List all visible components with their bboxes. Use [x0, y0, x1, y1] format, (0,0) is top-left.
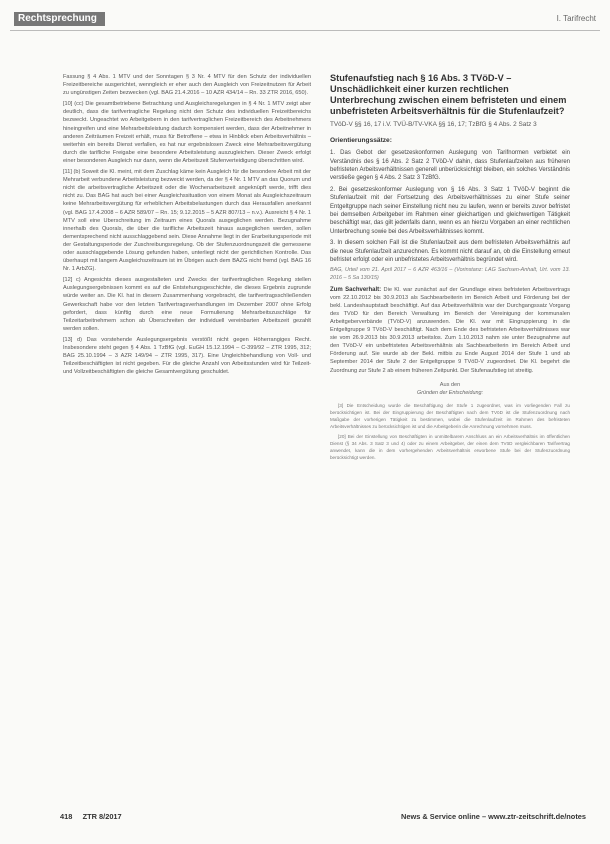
- left-column: [63, 73, 311, 379]
- subsection-label: I. Tarifrecht: [556, 14, 596, 23]
- left-paragraph: Fassung § 4 Abs. 1 MTV und der Sonntagen § 3 Nr. 4 MTV für den Schutz der individuellen Freizeitbereiche ausgerichtet, wenngleich er eher auch den Ausgleich von Freizeitnutzen für Arbeit zu ungünstigen Zeiten bezwecken (vgl. BAG 21.4.2016 – 10 AZR 434/14 – Rn. 33 ZTR 2016, 650).: [63, 74, 311, 97]
- orientation-item: 1. Das Gebot der gesetzeskonformen Auslegung von Tarifnormen verbietet ein Verständnis des § 16 Abs. 2 Satz 2 TVöD-V dahin, dass Stufenlaufzeiten aus früheren befristeten Arbeitsverhältnissen generell unberücksichtigt bleiben, ein solches Verständnis verstieße gegen § 4 Abs. 2 Satz 3 TzBfG.: [330, 150, 570, 182]
- reasons-paragraph: [20] Bei der Einstellung von Beschäftigten in unmittelbarem Anschluss an ein Arbeitsverhältnis im öffentlichen Dienst (§ 34 Abs. 3 Satz 3 und 4) oder zu einem Arbeitgeber, der einen dem TVöD vergleichbaren Tarifvertrag anwendet, kann die in dem vorhergehenden Arbeitsverhältnis erworbene Stufe bei der Stufenzuordnung berücksichtigt werden.: [330, 434, 570, 461]
- page-header: [10, 6, 600, 31]
- facts-paragraph: [330, 286, 570, 375]
- orientation-item: 2. Bei gesetzeskonformer Auslegung von § 16 Abs. 3 Satz 1 TVöD-V beginnt die Stufenlaufzeit mit der Fortsetzung des Arbeitsverhältnisses zu einer Stufe seiner Entgeltgruppe nach seiner Einstellung nicht neu zu laufen, wenn er bereits zuvor befristet bei demselben Arbeitgeber im Rahmen einer gleichartigen und gleichwertigen Tätigkeit beschäftigt war, das gilt jedenfalls dann, wenn es an hierzu Vorgaben an einer rechtlichen Unterbrechung sowie bei des Arbeitsverhältnisses kommt.: [330, 186, 570, 235]
- left-paragraph: [10] (cc) Die gesamtbetriebene Betrachtung und Ausgleichsregelungen in § 4 Nr. 1 MTV zeigt aber deutlich, dass die tarifvertragliche Regelung nicht den Schutz des individuellen Freizeitbereichs bezweckt. Ungeachtet wo Arbeitgebern in den tarifvertraglichen Freizeitbereich des Arbeitnehmers hineingreifen und eine Mehrarbeitsleistung dadurch kompensiert werden, dass der Arbeitnehmer in anderen Zeiträumen Freizeit erhält, muss für Betroffene – etwa in Hinblick eben Arbeitsverhältnis – weiterhin ein bereits Dienst verfallen, es hat nur ergebnislosen Zweck eine Mehrarbeitsvergütung durch die tarifliche Freigabe eine besondere Arbeitsleistung auszugleichen. Dieser Zweck erfolgt einer besonderen Ausgleich nur dann, wenn die Arbeitszeit Stufenverteidigung überschritten wird.: [63, 101, 311, 164]
- reasons-paragraph: [3] Die Entscheidung wurde die Beschäftigung der Stufe 1 zugeordnet, was im vorliegenden Fall zu berücksichtigen ist. Bei der Eingruppierung der Beschäftigten nach dem TVöD ist die Stufenzuordnung nach Maßgabe der vorherigen Tätigkeit zu bestimmen, wobei die Stufenlaufzeit im Rahmen des befristeten Arbeitsverhältnisses zu berücksichtigen ist und die Arbeitgeberin die Anrechnung vornehmen muss.: [330, 402, 570, 429]
- orientation-heading: Orientierungssätze:: [330, 137, 392, 144]
- page-number: 418: [60, 812, 73, 821]
- facts-label: Zum Sachverhalt:: [330, 286, 382, 293]
- reasons-subheading: Gründen der Entscheidung:: [417, 389, 483, 396]
- right-column: [330, 73, 570, 466]
- decision-title: Stufenaufstieg nach § 16 Abs. 3 TVöD-V – Unschädlichkeit einer kurzen rechtlichen Unterbrechung zwischen einem befristeten und einem unbefristeten Arbeitsverhältnis für die Stufenlaufzeit?: [330, 73, 567, 116]
- orientation-item: 3. In diesem solchen Fall ist die Stufenlaufzeit aus dem befristeten Arbeitsverhältnis auf die neue Stufenlaufzeit anzurechnen. Es kommt nicht darauf an, ob die Einstellung erneut befristet erfolgt oder ein unbefristetes Arbeitsverhältnis begründet wird.: [330, 240, 570, 263]
- left-paragraph: [11] (b) Soweit die Kl. meint, mit dem Zuschlag käme kein Ausgleich für die besondere Arbeit mit der Mehrarbeit verbundene Arbeitsleistung bezweckt werden, da der § 4 Nr. 1 MTV an das Quorum und nicht die arbeitsvertragliche Arbeitszeit oder die Wochenarbeitszeit angeknüpft werde, trifft dies nicht zu. Das BAG hat auch bei einer Ausgleichssituation von einem Monat als Ausgleichszeitraum keine Mehrarbeitsvergütung für erheblichen Arbeitsbelastungen durch das Herausfallen anerkannt (vgl. BAG 17.4.2008 – 6 AZR 589/07 – Rn. 15; 9.12.2015 – 5 AZR 807/13 – n.v.). Ausreicht § 4 Nr. 1 MTV soll eine Uberschreitung im Zeitraum eines Quorals ausgeglichen werden. Bezugnahme innerhalb des Quorals, die über die tarifliche Arbeitszeit hinaus ausgeglichen werden, sollen dementsprechend nicht ausschlaggebend sein. Diese Annahme liegt in der Erarbeitungsperiode mit der Gestaltungsperiode der Zuschreibungsregelung. Ob der Stufenzuordnungszeit die gemessene oder ausschlaggebende Lösung gefunden haben, unterliegt nicht der gerichtlichen Kontrolle. Das überhaupt mit langem Ausgleichszeitraum ist im Übrigen auch dem BAZG nicht fremd (vgl. BAG 16 Nr. 1 ArbZG).: [63, 169, 311, 273]
- issue-label: ZTR 8/2017: [82, 812, 122, 821]
- section-label: Rechtsprechung: [14, 12, 105, 26]
- left-paragraph: [13] d) Das vorstehende Auslegungsergebnis verstößt nicht gegen Höherrangiges Recht. Insbesondere steht gegen § 4 Abs. 1 TzBfG (vgl. EuGH 15.12.1994 – C-399/92 – ZTR 1995, 312; BAG 25.10.1994 – 3 AZR 149/94 – ZTR 1995, 317). Eine Ungleichbehandlung von Voll- und Teilzeitbeschäftigten ist nicht gegeben. Für die gleiche Anzahl von Arbeitsstunden wird für Teilzeit- und Vollzeitbeschäftigten die gleiche Gesamtvergütung geschuldet.: [63, 336, 311, 376]
- decision-source: BAG, Urteil vom 21. April 2017 – 6 AZR 463/16 – (Vorinstanz: LAG Sachsen-Anhalt, Urt. vom 13. 2016 – 5 Sa 130/15): [330, 267, 570, 281]
- facts-text: Die Kl. war zunächst auf der Grundlage eines befristeten Arbeitsvertrags vom 22.10.2012 bis 30.9.2013 als Sachbearbeiterin im Bereich Arbeit und Förderung bei der bekl. Landeshauptstadt beschäftigt. Auf das Arbeitsverhältnis war der Durchgangssatz Vorgang des TVöD für den Bereich Verwaltung im Bereich der Vereinigung der kommunalen Arbeitgeberverbände (TVöD-V) anzuwenden. Die Kl. war mit Eingruppierung in die Entgeltgruppe 9 TVöD-V beschäftigt. Nach dem Ende des befristeten Arbeitsverhältnisses war sie vom 26.9.2013 bis 30.9.2013 arbeitslos. Zum 1.10.2013 nahm sie unter Bezugnahme auf den TVöD-V ein unbefristetes Arbeitsverhältnis als Sachbearbeiterin im Bereich Arbeit und Förderung auf. Sie wurde ab der Bekl. mitbis zu Ende August 2014 der Stufe 1 und ab September 2014 der Stufe 2 der Entgeltgruppe 9 TVöD-V zugeordnet. Die Kl. begehrt die Zuordnung zur Stufe 2 ab einem früheren Zeitpunkt. Der Stufenaufstieg ist streitig.: [330, 286, 570, 374]
- decision-reference: TVöD-V §§ 16, 17 i.V. TVÜ-B/TV-VKA §§ 16, 17; TzBfG § 4 Abs. 2 Satz 3: [330, 121, 537, 128]
- reasons-heading: Aus den: [439, 381, 461, 388]
- footer-left: [60, 812, 122, 821]
- page-footer: [20, 812, 590, 824]
- reasons-block: [330, 403, 570, 462]
- left-paragraph: [12] c) Angesichts dieses ausgestalteten und Zwecks der tarifvertraglichen Regelung stellen Auslegungsergebnissen kommt es auf die Entstehungsgeschichte, die dieses Ergebnis zugrunde würde weiter an. Die Kl. hat in diesem Zusammenhang vorgebracht, die tarifvertragsschließenden Gewerkschaft habe vor den letzten Tarifvertragsverhandlungen im Dezember 2007 ohne Erfolg gefordert, dass künftig durch eine neue Formulierung Mehrarbeitszuschläge für Teilzeitarbeitnehmern schon ab Überschreiten der individuell vereinbarten Arbeitszeit gezahlt werden sollen.: [63, 277, 311, 332]
- footer-link: News & Service online – www.ztr-zeitschrift.de/notes: [401, 812, 586, 821]
